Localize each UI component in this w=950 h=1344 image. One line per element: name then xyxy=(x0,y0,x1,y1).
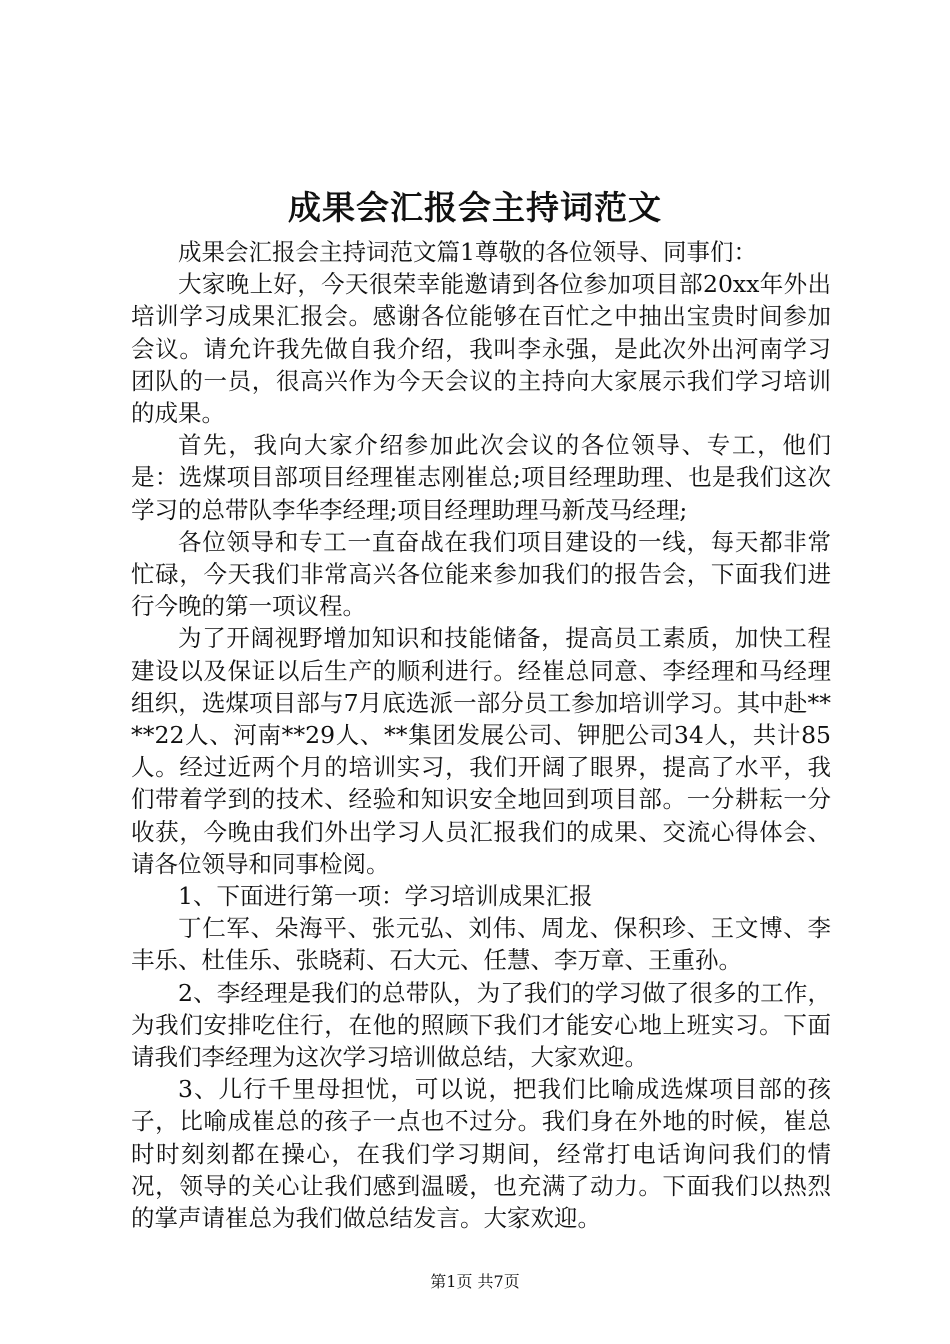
paragraph-greeting: 成果会汇报会主持词范文篇1尊敬的各位领导、同事们： xyxy=(178,238,757,266)
document-body xyxy=(131,236,831,1234)
paragraph-opening: 大家晚上好，今天很荣幸能邀请到各位参加项目部20xx年外出培训学习成果汇报会。感谢各位能够在百忙之中抽出宝贵时间参加会议。请允许我先做自我介绍，我叫李永强，是此次外出河南学习团队的一员，很高兴作为今天会议的主持向大家展示我们学习培训的成果。 xyxy=(131,270,831,428)
presenter-list: 丁仁军、朵海平、张元弘、刘伟、周龙、保积珍、王文博、李丰乐、杜佳乐、张晓莉、石大元、任慧、李万章、王重孙。 xyxy=(131,914,831,975)
page-number: 第1页 共7页 xyxy=(430,1272,520,1291)
agenda-item-1: 1、下面进行第一项：学习培训成果汇报 xyxy=(178,882,593,911)
paragraph-background: 为了开阔视野增加知识和技能储备，提高员工素质，加快工程建设以及保证以后生产的顺利进行。经崔总同意、李经理和马经理组织，选煤项目部与7月底选派一部分员工参加培训学习。其中赴****22人、河南**29人、**集团发展公司、钾肥公司34人，共计85人。经过近两个月的培训实习，我们开阔了眼界，提高了水平，我们带着学到的技术、经验和知识安全地回到项目部。一分耕耘一分收获，今晚由我们外出学习人员汇报我们的成果、交流心得体会、请各位领导和同事检阅。 xyxy=(131,624,831,878)
agenda-item-2: 2、李经理是我们的总带队，为了我们的学习做了很多的工作，为我们安排吃住行，在他的照顾下我们才能安心地上班实习。下面请我们李经理为这次学习培训做总结，大家欢迎。 xyxy=(131,978,831,1072)
paragraph-introductions: 首先，我向大家介绍参加此次会议的各位领导、专工，他们是：选煤项目部项目经理崔志刚崔总;项目经理助理、也是我们这次学习的总带队李华李经理;项目经理助理马新茂马经理; xyxy=(131,431,831,524)
document-title: 成果会汇报会主持词范文 xyxy=(288,188,662,227)
paragraph-agenda-intro: 各位领导和专工一直奋战在我们项目建设的一线，每天都非常忙碌，今天我们非常高兴各位能来参加我们的报告会，下面我们进行今晚的第一项议程。 xyxy=(131,527,831,621)
agenda-item-3: 3、儿行千里母担忧，可以说，把我们比喻成选煤项目部的孩子，比喻成崔总的孩子一点也不过分。我们身在外地的时候，崔总时时刻刻都在操心，在我们学习期间，经常打电话询问我们的情况，领导的关心让我们感到温暖，也充满了动力。下面我们以热烈的掌声请崔总为我们做总结发言。大家欢迎。 xyxy=(131,1075,831,1233)
